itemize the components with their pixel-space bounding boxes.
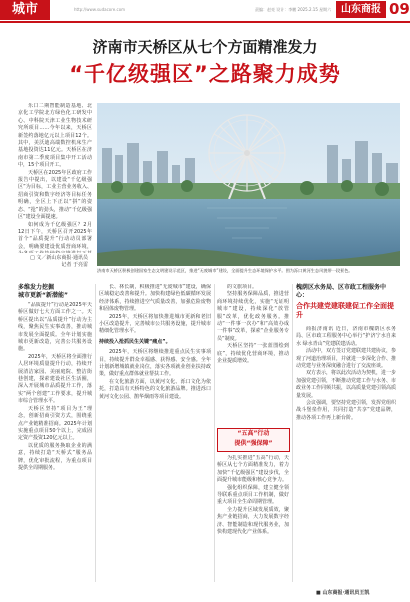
body-paragraph: 2025年，天桥区将全面推行人居环境质量提升行动，持续开展清洁家园、美丽庭院、整洁街巷创建，探索建设社区生活圈，深入开展城市品质提升工作，落实“两个创建”工作要求，提升城市综合管理水平。: [18, 353, 92, 405]
editor-meta: 责编：赵亮 设计：李鹏 2025.2.15 星期六: [255, 7, 332, 12]
body-paragraph: 会议强调，要坚持党建引领，发挥党组织战斗堡垒作用，共同打造“共享”党建品牌，推动各项工作再上新台阶。: [296, 400, 396, 421]
sidebar-heading: 槐荫区水务局、区市政工程服务中心：: [296, 284, 387, 299]
body-paragraph: “品质提升”行动是2025年天桥区做好七大方面工作之一。天桥区提出以“品质提升”行动为主线，聚焦民生实事改善，推动城市发展全面提质。全年计划实施城市更新改造，完善公共服务设施。: [18, 302, 92, 353]
photo-illustration: [97, 103, 400, 266]
subtitle: 济南市天桥区从七个方面精准发力: [92, 38, 318, 56]
body-paragraph: 全力提升区域发展质效，聚焦产业链招商，大力发展数字经济、智能制造和现代服务业，加快构建现代化产业体系。: [217, 506, 289, 536]
column-divider: [214, 284, 215, 582]
sidebar-title: 合作共建党建联建促工作全面提升: [296, 302, 394, 319]
lead-paragraph: 天桥区在2025年区政府工作报告中提出，以建设“千亿级强区”为目标，工业主营业务收入、招商引资和数字经济等目标任务明确，全区上下正以“拼”的姿态、“抢”的劲头，推动“千亿级强区”建设全面提速。: [18, 169, 92, 221]
page-number: 09: [389, 0, 410, 18]
mid-subhead: 持续投入抢抓民生关键“痛点”。: [99, 338, 171, 345]
body-paragraph: 天桥区坚持“一张蓝图绘到底”，持续优化营商环境，推动企业提质增效。: [217, 343, 289, 365]
body-right-top: [217, 284, 289, 424]
body-paragraph: 为扎实推进“五高”行动，天桥区从七个方面精准发力，着力加快“千亿级强区”建设步伐，全面提升城市能级和核心竞争力。: [217, 455, 289, 484]
byline: □ 文／新山东商报·通讯员 记者 于亮雷: [30, 255, 88, 268]
body-paragraph: 强化组织保障，建立健全领导联系重点项目工作机制，做好重大项目全生命周期管理。: [217, 484, 289, 506]
body-paragraph: 商报济南讯 近日，济南市槐荫区水务局、区市政工程服务中心举行“护济宁水自来水 绿水青山”党建联建活动。: [296, 326, 396, 347]
body-paragraph: 双方表示，将以此次活动为契机，进一步加强党建引领，不断推动党建工作与水务、市政业务工作同频共振，以高质量党建引领高质量发展。: [296, 370, 396, 399]
body-paragraph: 2025年，天桥区将加快推进城市更新和老旧小区改造提升，完善城市公共服务设施，提升城市精细化管理水平。: [99, 313, 211, 335]
lead-paragraph: 乐口二期智能制造基地、北京化工学院北方绿色化工研发中心、中科院天津工业生物技术研究所项目……今年以来，天桥区新签约落地亿元以上项目12个。其中，美沃迪高端数控机床生产基地投资达11亿元。天桥区在济南市第二季度项目集中开工活动中，15个项目开工。: [18, 103, 92, 169]
header-rule: [0, 21, 410, 23]
photo-caption: 济南市天桥区积极创建国家生态文明建设示范区，推进“无废城市”建设，全面提升生态环境保护水平。图为泺口黄河生态风貌带一段景色。: [97, 268, 353, 273]
body-paragraph: 的文旅项目。: [227, 284, 258, 290]
site-url[interactable]: http://www.sudacore.com: [74, 7, 126, 12]
body-paragraph: 活动中，双方签订党建联建共建协议，参观了河道治理项目，并就进一步深化合作、推动党建与业务深度融合进行了交流座谈。: [296, 348, 396, 370]
lead-paragraph: 如何成为千亿级强区？2月12日下午，天桥区召开2025年首个“品质提升”行动动员部署会，明确要建设优质营商环境，: [18, 221, 92, 250]
page-header: [0, 0, 410, 24]
body-right-bottom: [217, 455, 289, 582]
section-label: 城市: [0, 0, 50, 20]
column-divider: [95, 284, 96, 582]
sidebar-body: [296, 326, 396, 586]
body-left-column: [18, 302, 92, 582]
body-paragraph: 以优质的服务换取企业的满意，持续打造“天桥式”服务品牌，优化审批流程，为重点项目提供全周期服务。: [18, 442, 92, 471]
body-mid-column: [99, 284, 211, 582]
sidebar-byline: ■ 山东商报·通讯员王凯: [316, 590, 370, 596]
brand-logo: 山东商报: [336, 1, 386, 18]
main-headline: “千亿级强区”之路聚力成势: [69, 62, 341, 86]
highlight-box: “五高”行动 提供“强保障”: [217, 428, 290, 452]
body-paragraph: 2025年，天桥区将继续推进重点民生实事项目，持续提升群众幸福感、获得感、安全感。全年计划新增城镇就业岗位，落实各项就业创业扶持政策，做好重点群体就业帮扶工作。: [99, 349, 211, 378]
body-paragraph: 在文化旅游方面，以黄河文化、泺口文化为依托，打造具有天桥特色的文化旅游品牌。推进泺口黄河文化公园、鹊华烟雨等项目建设。: [99, 378, 211, 400]
lead-column: [18, 103, 92, 253]
body-paragraph: 坚持服务保障品质，推进营商环境持续优化，实施“无证明城市”建设，持续深化“放管服”改革，优化政务服务。推动“一件事一次办”和“高效办成一件事”改革，探索“企业服务专员”制度。: [217, 291, 289, 342]
body-paragraph: 天桥区坚持“项目为王”理念，创新招商引资方式，围绕重点产业链精准招商。2025年计划实施重点项目50个以上，完成固定资产投资120亿元以上。: [18, 405, 92, 442]
ferris-wheel-photo: [97, 103, 400, 266]
body-paragraph: 长、林长制，积极推进“无废城市”建设，确保区域稳定改善和提升。加快构建绿色低碳循环发展经济体系，持续推进空气质量改善，加强危险废物和固体废物管理。: [99, 284, 211, 313]
column-divider: [292, 284, 293, 582]
subhead-left: 多维发力挖掘 城市更新“新潜能”: [18, 284, 68, 299]
